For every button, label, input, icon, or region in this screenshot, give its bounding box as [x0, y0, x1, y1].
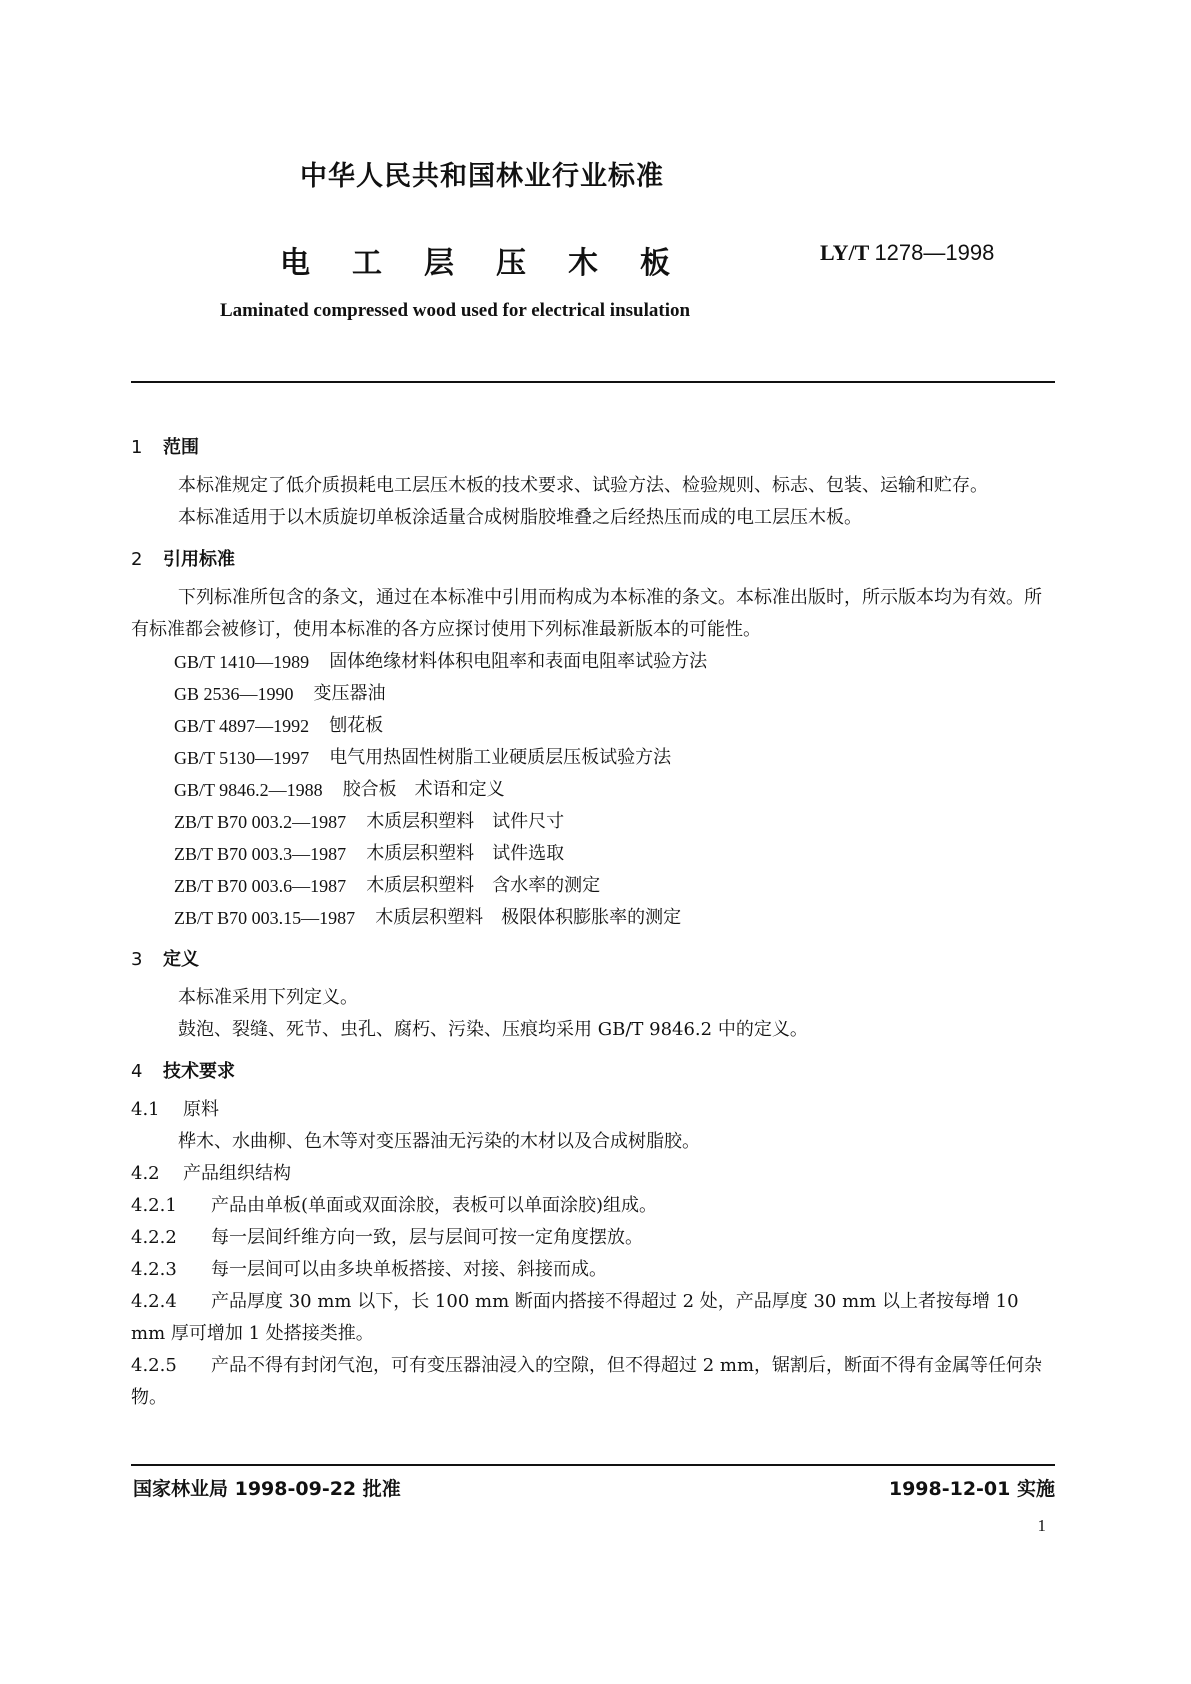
reference-item: GB/T 5130—1997 电气用热固性树脂工业硬质层压板试验方法	[174, 747, 672, 768]
paragraph: 下列标准所包含的条文，通过在本标准中引用而构成为本标准的条文。本标准出版时，所示版本均为有效。所有标准都会被修订，使用本标准的各方应探讨使用下列标准最新版本的可能性。	[131, 587, 1042, 640]
header-rule	[131, 381, 1055, 383]
clause: 4.2.5 产品不得有封闭气泡，可有变压器油浸入的空隙，但不得超过 2 mm，锯割后，断面不得有金属等任何杂物。	[131, 1355, 1043, 1408]
document-number-prefix: LY/T	[820, 240, 869, 265]
reference-item: ZB/T B70 003.3—1987 木质层积塑料 试件选取	[174, 843, 565, 864]
effective-date: 1998-12-01 实施	[888, 1478, 1055, 1500]
reference-item: GB/T 9846.2—1988 胶合板 术语和定义	[174, 779, 505, 800]
clause-heading: 4.2 产品组织结构	[131, 1163, 291, 1184]
english-title: Laminated compressed wood used for electrical insulation	[220, 300, 691, 321]
document-body	[131, 432, 1055, 1414]
reference-item: GB/T 4897—1992 刨花板	[174, 715, 384, 736]
paragraph: 本标准采用下列定义。	[178, 987, 358, 1008]
document-number-value: 1278—1998	[874, 240, 995, 265]
clause: 4.2.1 产品由单板(单面或双面涂胶，表板可以单面涂胶)组成。	[131, 1195, 658, 1216]
approval-line: 国家林业局 1998-09-22 批准	[133, 1478, 401, 1500]
paragraph: 鼓泡、裂缝、死节、虫孔、腐朽、污染、压痕均采用 GB/T 9846.2 中的定义。	[178, 1019, 808, 1040]
reference-item: ZB/T B70 003.2—1987 木质层积塑料 试件尺寸	[174, 811, 565, 832]
paragraph: 桦木、水曲柳、色木等对变压器油无污染的木材以及合成树脂胶。	[178, 1131, 700, 1152]
paragraph: 本标准适用于以木质旋切单板涂适量合成树脂胶堆叠之后经热压而成的电工层压木板。	[178, 507, 862, 528]
page-number: 1	[1037, 1516, 1046, 1535]
clause: 4.2.2 每一层间纤维方向一致，层与层间可按一定角度摆放。	[131, 1227, 643, 1248]
paragraph: 本标准规定了低介质损耗电工层压木板的技术要求、试验方法、检验规则、标志、包装、运输和贮存。	[178, 475, 988, 496]
clause-heading: 4.1 原料	[131, 1099, 219, 1120]
footer-rule	[131, 1464, 1055, 1466]
reference-item: GB 2536—1990 变压器油	[174, 683, 386, 704]
reference-item: GB/T 1410—1989 固体绝缘材料体积电阻率和表面电阻率试验方法	[174, 651, 708, 672]
reference-item: ZB/T B70 003.15—1987 木质层积塑料 极限体积膨胀率的测定	[174, 907, 682, 928]
reference-list	[131, 646, 1055, 934]
document-title: 电工层压木板	[280, 246, 712, 281]
standard-class-header: 中华人民共和国林业行业标准	[300, 161, 664, 192]
reference-item: ZB/T B70 003.6—1987 木质层积塑料 含水率的测定	[174, 875, 601, 896]
section-heading-references: 2 引用标准	[131, 549, 235, 570]
section-heading-definitions: 3 定义	[131, 949, 199, 970]
clause: 4.2.3 每一层间可以由多块单板搭接、对接、斜接而成。	[131, 1259, 607, 1280]
clause: 4.2.4 产品厚度 30 mm 以下，长 100 mm 断面内搭接不得超过 2 处，产品厚度 30 mm 以上者按每增 10 mm 厚可增加 1 处搭接类推。	[131, 1291, 1019, 1344]
section-heading-technical-requirements: 4 技术要求	[131, 1061, 235, 1082]
section-heading-scope: 1 范围	[131, 437, 199, 458]
document-number	[820, 240, 994, 266]
